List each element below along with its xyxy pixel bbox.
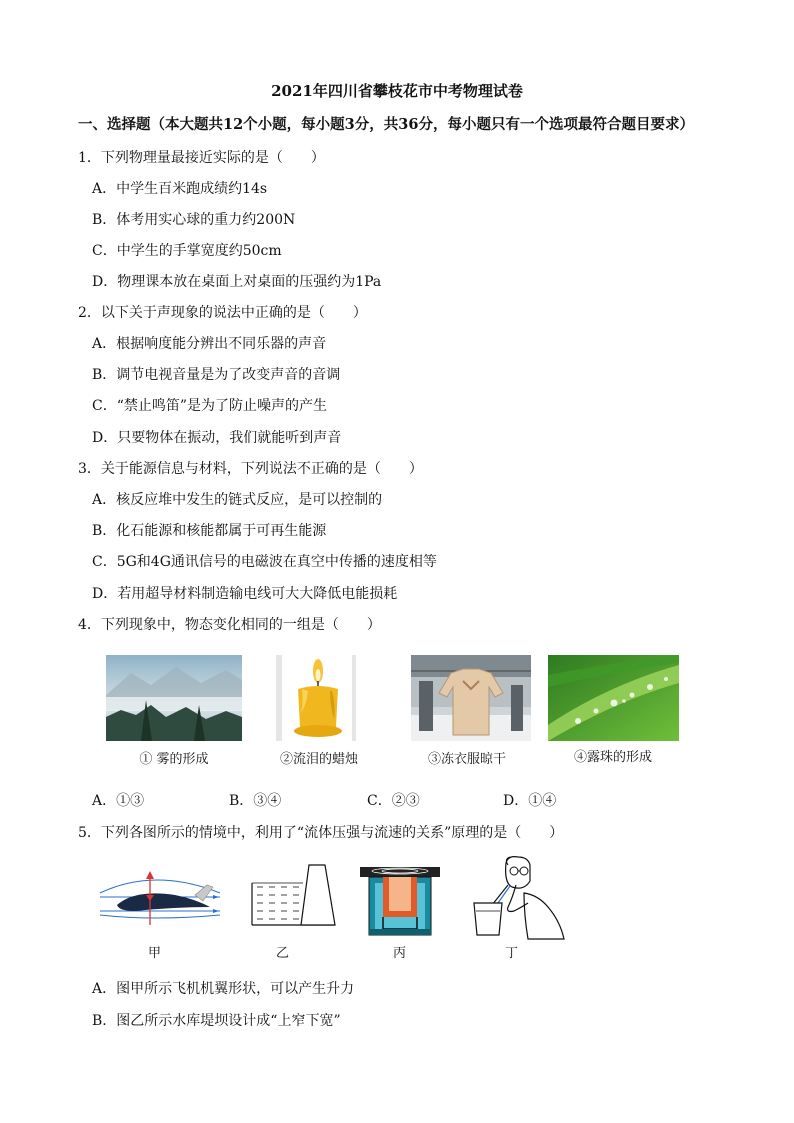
- question-3-stem: 3．关于能源信息与材料，下列说法不正确的是（ ）: [78, 461, 423, 477]
- question-3-option-c: C．5G和4G通讯信号的电磁波在真空中传播的速度相等: [92, 554, 437, 570]
- question-2-option-b: B．调节电视音量是为了改变声音的音调: [92, 367, 341, 383]
- question-4-option-a: A．①③: [92, 793, 145, 809]
- question-5-option-a: A．图甲所示飞机机翼形状，可以产生升力: [92, 981, 355, 997]
- frozen-clothes-image: [411, 655, 531, 741]
- page-title: 2021年四川省攀枝花市中考物理试卷: [271, 82, 523, 100]
- section-heading: 一、选择题（本大题共12个小题，每小题3分，共36分，每小题只有一个选项最符合题目要求）: [78, 116, 694, 133]
- figure-label-yi: 乙: [276, 946, 290, 961]
- figure-label-ding: 丁: [505, 946, 519, 961]
- caption-clothes: ③冻衣服晾干: [427, 752, 506, 767]
- fog-image: [106, 655, 242, 741]
- question-3-option-d: D．若用超导材料制造输电线可大大降低电能损耗: [92, 586, 398, 602]
- question-1-stem: 1．下列物理量最接近实际的是（ ）: [78, 150, 325, 166]
- caption-dew: ④露珠的形成: [573, 750, 652, 765]
- question-3-option-a: A．核反应堆中发生的链式反应，是可以控制的: [92, 492, 383, 508]
- drain-diagram: [355, 855, 445, 945]
- question-4-stem: 4．下列现象中，物态变化相同的一组是（ ）: [78, 617, 381, 633]
- dew-image: [548, 655, 679, 741]
- straw-diagram: [468, 855, 568, 945]
- question-2-option-d: D．只要物体在振动，我们就能听到声音: [92, 430, 342, 446]
- dam-diagram: [247, 855, 337, 945]
- candle-image: [276, 655, 360, 741]
- question-1-option-b: B．体考用实心球的重力约200N: [92, 212, 296, 228]
- question-5-option-b: B．图乙所示水库堤坝设计成“上窄下宽”: [92, 1013, 341, 1029]
- question-2-option-c: C．“禁止鸣笛”是为了防止噪声的产生: [92, 398, 328, 414]
- question-1-option-c: C．中学生的手掌宽度约50cm: [92, 243, 282, 259]
- caption-candle: ②流泪的蜡烛: [279, 752, 358, 767]
- caption-fog: ① 雾的形成: [139, 752, 209, 767]
- question-4-option-c: C．②③: [367, 793, 420, 809]
- question-4-option-d: D．①④: [503, 793, 557, 809]
- figure-label-jia: 甲: [148, 946, 162, 961]
- question-1-option-a: A．中学生百米跑成绩约14s: [92, 181, 268, 197]
- question-5-stem: 5．下列各图所示的情境中，利用了“流体压强与流速的关系”原理的是（ ）: [78, 825, 564, 841]
- wing-diagram: [95, 855, 225, 945]
- question-4-option-b: B．③④: [229, 793, 282, 809]
- question-3-option-b: B．化石能源和核能都属于可再生能源: [92, 523, 327, 539]
- question-1-option-d: D．物理课本放在桌面上对桌面的压强约为1Pa: [92, 274, 382, 290]
- question-2-stem: 2．以下关于声现象的说法中正确的是（ ）: [78, 305, 367, 321]
- question-2-option-a: A．根据响度能分辨出不同乐器的声音: [92, 336, 327, 352]
- figure-label-bing: 丙: [393, 946, 407, 961]
